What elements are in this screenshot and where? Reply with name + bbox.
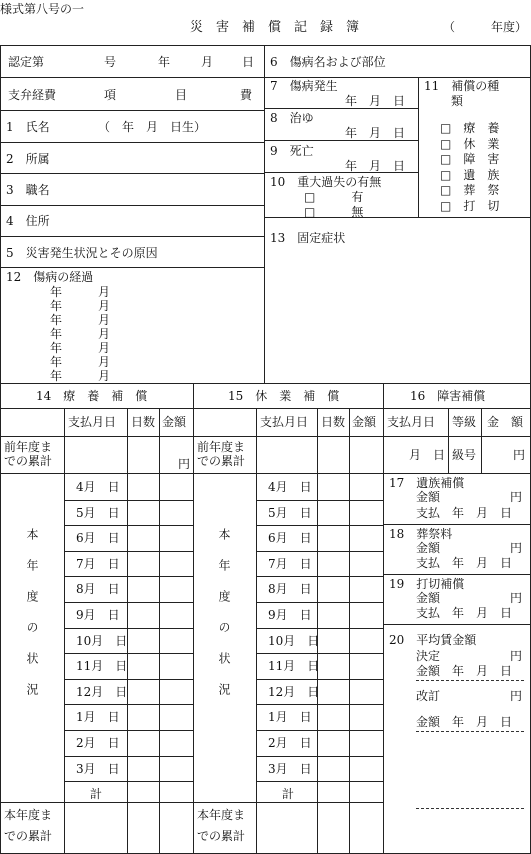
- avg-wage-label: 20 平均賃金額: [389, 633, 477, 647]
- avg-wage-revised: 改訂: [416, 689, 441, 703]
- month-row-14: 10月 日: [76, 634, 128, 648]
- month-row-14: 6月 日: [76, 531, 120, 545]
- prev-cum-15b: での累計: [197, 454, 246, 468]
- survivor-yen: 円: [510, 490, 523, 504]
- lump-sum-pay: 支払 年 月 日: [416, 606, 513, 620]
- month-row-15: 9月 日: [268, 608, 312, 622]
- lump-sum-label: 19 打切補償: [389, 577, 465, 591]
- total-15: 計: [282, 787, 295, 801]
- funeral-yen: 円: [510, 541, 523, 555]
- month-row-14: 7月 日: [76, 557, 120, 571]
- negligence-label: 10 重大過失の有無: [270, 175, 382, 189]
- col-days: 日数: [131, 415, 156, 429]
- medical-comp-header: 14 療 養 補 償: [36, 389, 148, 403]
- month-row-15: 2月 日: [268, 736, 312, 750]
- grade-16: 級号: [452, 448, 477, 462]
- death-date: 年 月 日: [345, 159, 406, 173]
- yen-16: 円: [513, 448, 526, 462]
- col-pay-date: 支払月日: [68, 415, 117, 429]
- progress-row: 年 月: [50, 355, 111, 369]
- col-amount: 金額: [162, 415, 187, 429]
- comp-type-checkbox[interactable]: □ 療 養: [440, 121, 500, 135]
- month-row-15: 12月 日: [268, 685, 320, 699]
- cum-15: 本年度ま: [197, 808, 246, 822]
- month-row-15: 4月 日: [268, 480, 312, 494]
- form-number: 様式第八号の一: [0, 2, 85, 16]
- birth-date: （ 年 月 日生）: [98, 120, 207, 134]
- comp-type-checkbox[interactable]: □ 葬 祭: [440, 183, 500, 197]
- funeral-pay: 支払 年 月 日: [416, 556, 513, 570]
- current-year-label-14: 本年度の状況: [25, 528, 39, 714]
- month-row-15: 3月 日: [268, 762, 312, 776]
- job-title-label: 3 職名: [6, 183, 50, 197]
- progress-row: 年 月: [50, 369, 111, 383]
- month-row-14: 8月 日: [76, 582, 120, 596]
- col-pay-date-15: 支払月日: [260, 415, 309, 429]
- shiben-moku: 目: [175, 88, 188, 102]
- injury-progress-label: 12 傷病の経過: [6, 270, 94, 284]
- comp-type-label: 11 補償の種: [424, 79, 500, 93]
- affiliation-label: 2 所属: [6, 152, 50, 166]
- month-row-14: 3月 日: [76, 762, 120, 776]
- survivor-comp-label: 17 遺族補償: [389, 476, 465, 490]
- name-label: 1 氏名: [6, 120, 50, 134]
- col-days-15: 日数: [321, 415, 346, 429]
- month-row-15: 1月 日: [268, 710, 312, 724]
- avg-wage-yen1: 円: [510, 649, 523, 663]
- incident-cause-label: 5 災害発生状況とその原因: [6, 246, 158, 260]
- col-pay-date-16: 支払月日: [387, 415, 436, 429]
- month-row-14: 1月 日: [76, 710, 120, 724]
- date-16: 月 日: [409, 448, 446, 462]
- lump-sum-amount: 金額: [416, 591, 441, 605]
- fiscal-year: （ 年度）: [443, 20, 528, 34]
- avg-wage-amount2: 金額 年 月 日: [416, 715, 513, 729]
- comp-type-checkbox[interactable]: □ 打 切: [440, 198, 500, 213]
- recovery-label: 8 治ゆ: [270, 111, 314, 125]
- month-row-14: 9月 日: [76, 608, 120, 622]
- nintei-go: 号: [104, 55, 117, 69]
- month-row-14: 2月 日: [76, 736, 120, 750]
- month-row-15: 8月 日: [268, 582, 312, 596]
- death-label: 9 死亡: [270, 144, 314, 158]
- comp-type-checkbox[interactable]: □ 休 業: [440, 136, 500, 151]
- cum-15b: での累計: [197, 829, 246, 843]
- funeral-label: 18 葬祭料: [389, 527, 453, 541]
- survivor-pay: 支払 年 月 日: [416, 506, 513, 520]
- current-year-label-15: 本年度の状況: [217, 528, 231, 714]
- page-title: 災 害 補 償 記 録 簿: [190, 20, 360, 35]
- fixed-symptom-label: 13 固定症状: [270, 231, 346, 245]
- month-row-14: 4月 日: [76, 480, 120, 494]
- injury-name-label: 6 傷病名および部位: [270, 55, 386, 69]
- funeral-amount: 金額: [416, 541, 441, 555]
- cum-14b: での累計: [4, 829, 53, 843]
- avg-wage-yen2: 円: [510, 689, 523, 703]
- month-row-15: 7月 日: [268, 557, 312, 571]
- progress-row: 年 月: [50, 341, 111, 355]
- avg-wage-decided: 決定: [416, 649, 441, 663]
- progress-row: 年 月: [50, 285, 111, 299]
- negligence-yes-checkbox[interactable]: □ 有: [304, 190, 364, 204]
- prev-cum-14: 前年度ま: [4, 440, 53, 454]
- comp-type-checkbox[interactable]: □ 障 害: [440, 152, 500, 166]
- total-14: 計: [90, 787, 103, 801]
- progress-row: 年 月: [50, 299, 111, 313]
- prev-yen-14: 円: [178, 457, 191, 471]
- injury-onset-label: 7 傷病発生: [270, 79, 338, 93]
- month-row-14: 12月 日: [76, 685, 128, 699]
- month-row-15: 11月 日: [268, 659, 320, 673]
- shiben-hi: 費: [240, 88, 253, 102]
- leave-comp-header: 15 休 業 補 償: [228, 389, 340, 403]
- lump-sum-yen: 円: [510, 591, 523, 605]
- nintei-label: 認定第: [8, 55, 45, 69]
- prev-cum-14b: での累計: [4, 454, 53, 468]
- recovery-date: 年 月 日: [345, 126, 406, 140]
- negligence-no-checkbox[interactable]: □ 無: [304, 205, 364, 219]
- prev-cum-15: 前年度ま: [197, 440, 246, 454]
- month-row-15: 6月 日: [268, 531, 312, 545]
- nintei-month: 月: [201, 55, 214, 69]
- month-row-14: 5月 日: [76, 506, 120, 520]
- avg-wage-amount1: 金額 年 月 日: [416, 664, 513, 678]
- month-row-15: 5月 日: [268, 506, 312, 520]
- shiben-kou: 項: [104, 88, 117, 102]
- disability-comp-header: 16 障害補償: [410, 389, 486, 403]
- cum-14: 本年度ま: [4, 808, 53, 822]
- month-row-14: 11月 日: [76, 659, 128, 673]
- comp-type-label-2: 類: [451, 94, 464, 108]
- col-amount-16: 金 額: [487, 415, 524, 429]
- survivor-amount: 金額: [416, 490, 441, 504]
- address-label: 4 住所: [6, 214, 50, 228]
- comp-type-checkbox[interactable]: □ 遺 族: [440, 167, 500, 182]
- col-amount-15: 金額: [352, 415, 377, 429]
- shiben-label: 支弁経費: [8, 88, 57, 102]
- col-grade-16: 等級: [452, 415, 477, 429]
- month-row-15: 10月 日: [268, 634, 320, 648]
- progress-row: 年 月: [50, 313, 111, 327]
- injury-onset-date: 年 月 日: [345, 94, 406, 108]
- progress-row: 年 月: [50, 327, 111, 341]
- nintei-day: 日: [242, 55, 255, 69]
- nintei-year: 年: [158, 55, 171, 69]
